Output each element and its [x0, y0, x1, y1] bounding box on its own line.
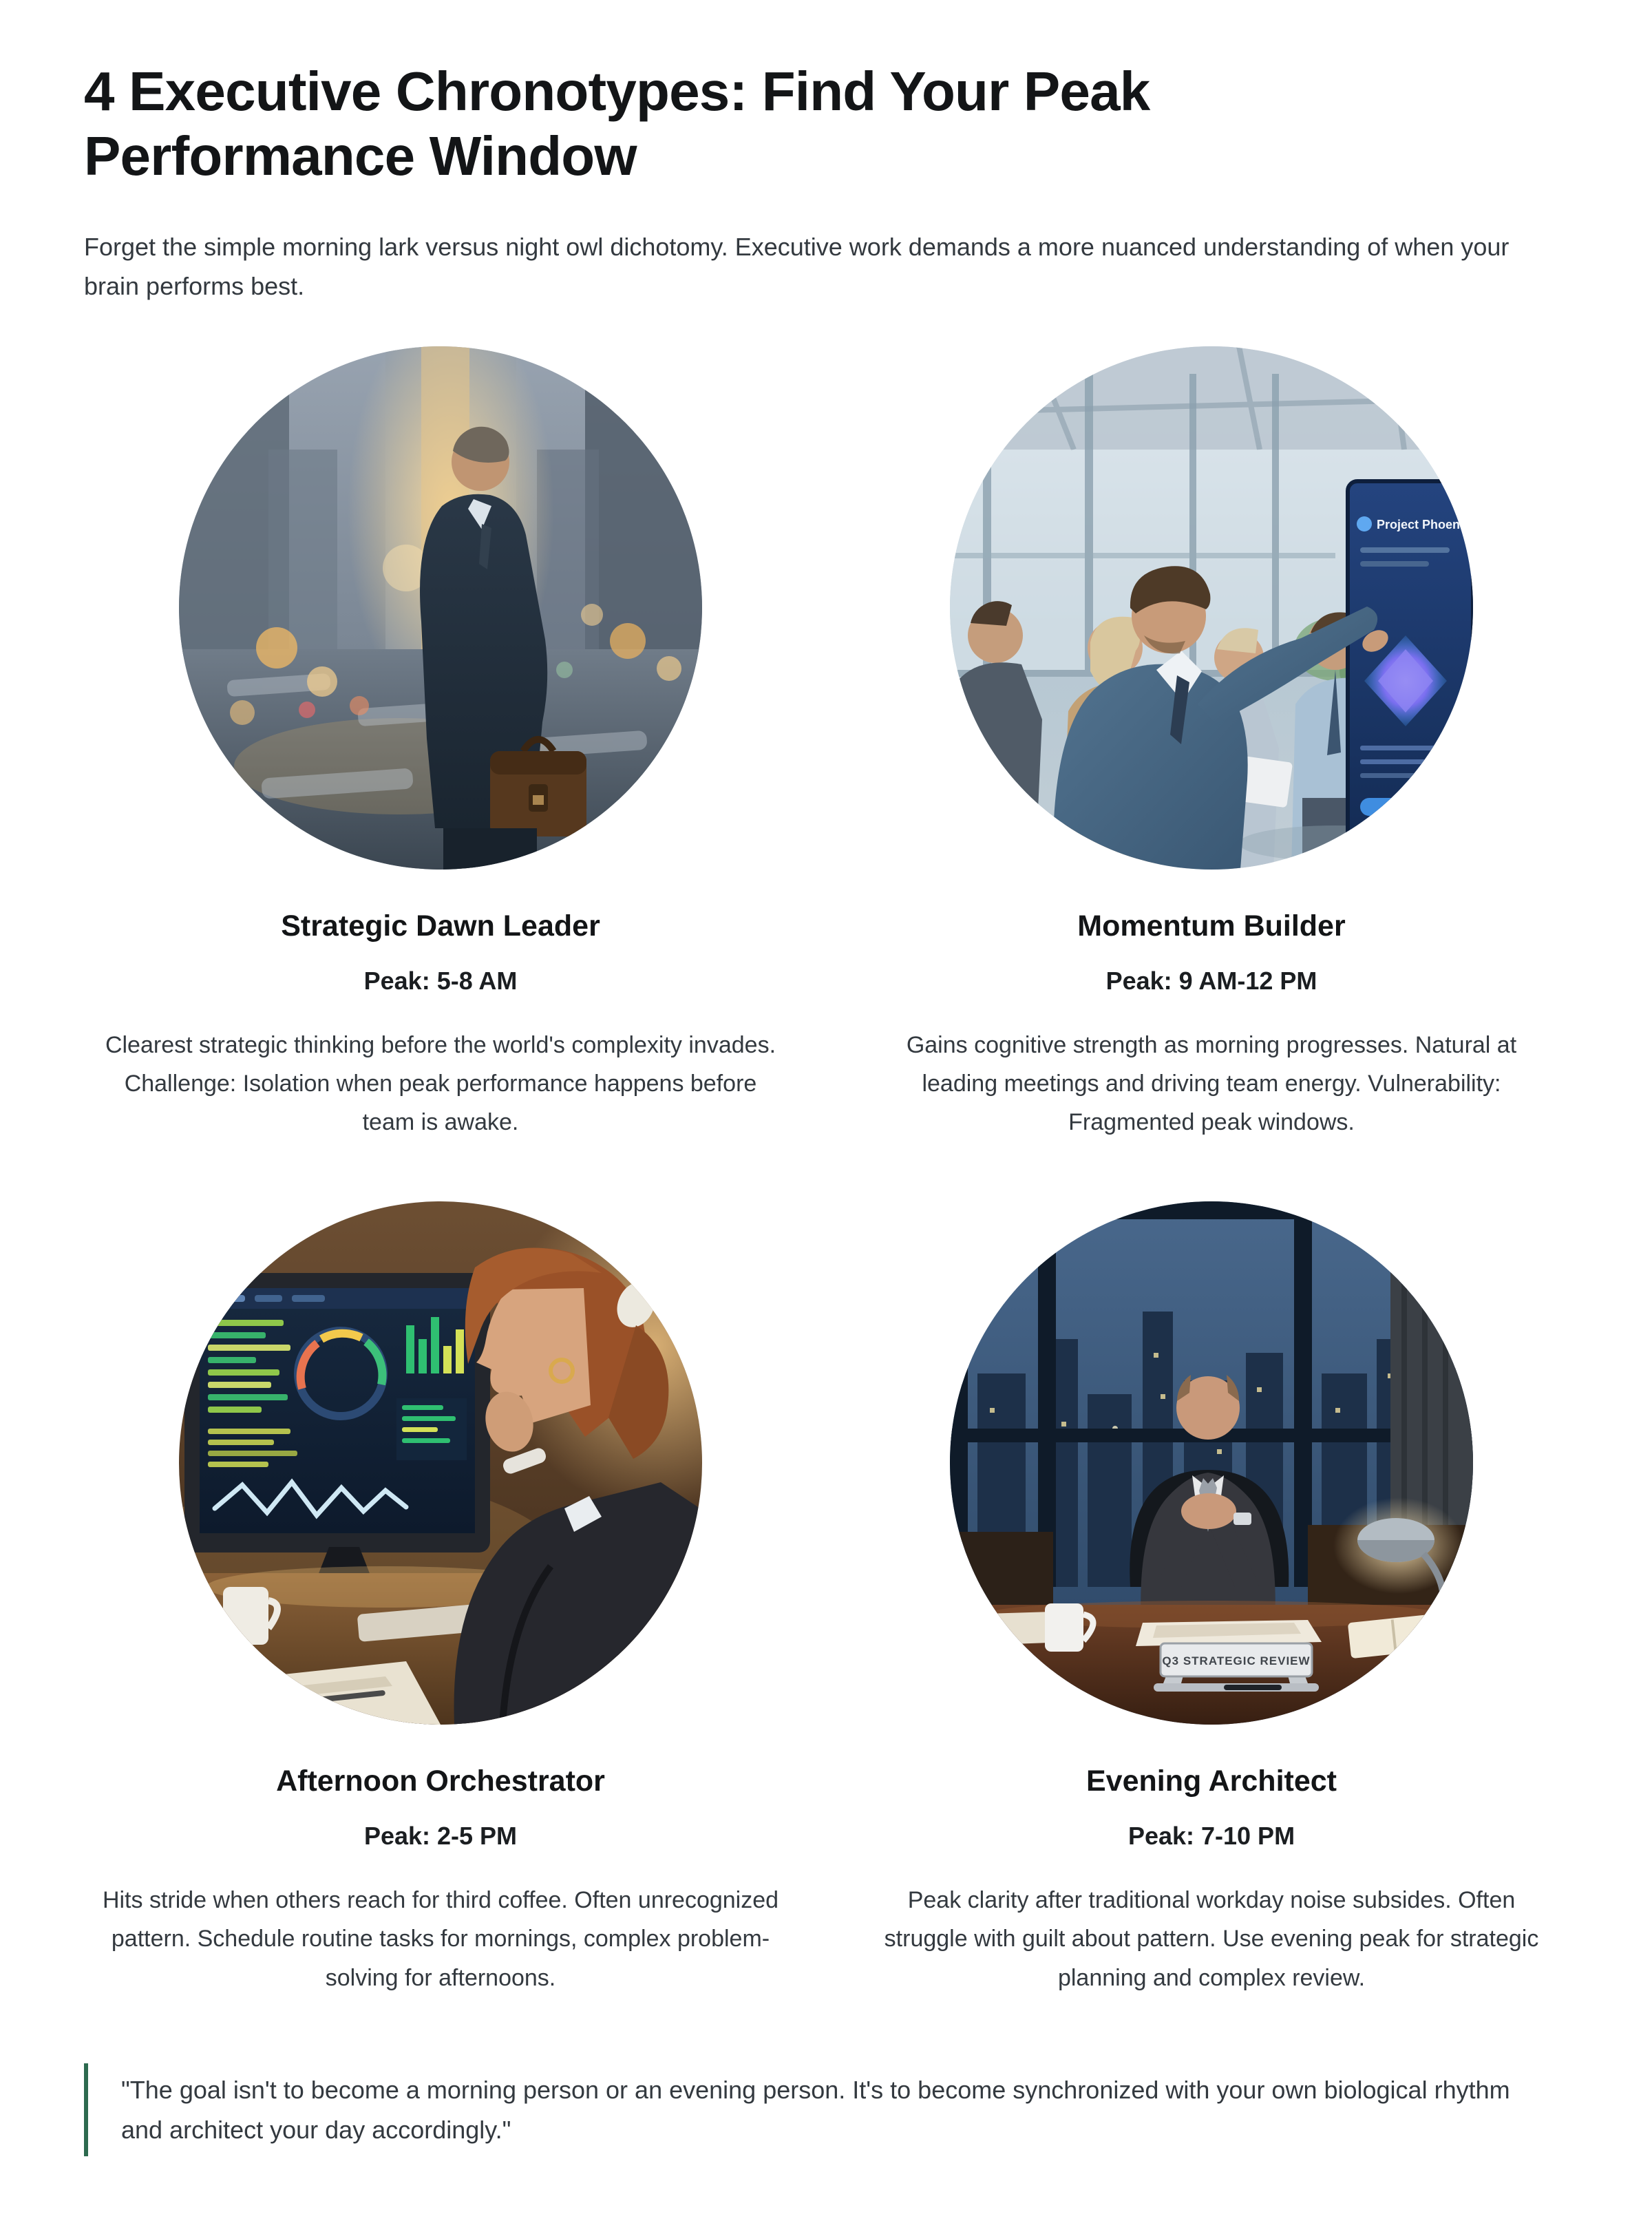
screen-title-text: Project Phoenix: [1377, 517, 1471, 531]
coffee-cup: [223, 1587, 268, 1645]
photo-executive-presenting: [950, 346, 1473, 870]
screen-logo-icon: [1357, 516, 1372, 531]
analyst-monitor-illustration: [179, 1201, 702, 1725]
pull-quote: [84, 2063, 1568, 2156]
photo-analyst-at-monitor: [179, 1201, 702, 1725]
chronotype-peak: Peak: 9 AM-12 PM: [1105, 966, 1317, 995]
chronotype-peak: Peak: 5-8 AM: [363, 966, 518, 995]
chronotype-description: Gains cognitive strength as morning progresses. Natural at leading meetings and driving team energy. Vulnerability: Fragmented peak windows.: [906, 1031, 1517, 1136]
dawn-street-illustration: [179, 346, 702, 870]
chronotype-card-afternoon-orchestrator: [84, 1201, 797, 1997]
wristwatch: [1233, 1513, 1251, 1525]
briefcase: [490, 739, 586, 836]
chronotype-description: Peak clarity after traditional workday noise subsides. Often struggle with guilt about pattern. Use evening peak for strategic planning and complex review.: [884, 1886, 1539, 1991]
chronotype-name: Afternoon Orchestrator: [276, 1764, 605, 1798]
office-presentation-illustration: [950, 346, 1473, 870]
chronotype-card-strategic-dawn-leader: [84, 346, 797, 1142]
chronotype-card-evening-architect: [855, 1201, 1568, 1997]
chronotype-card-momentum-builder: [855, 346, 1568, 1142]
presentation-screen: [1348, 481, 1473, 870]
coffee-mug: [1045, 1603, 1083, 1652]
screen-button: [1360, 798, 1410, 816]
chronotype-name: Strategic Dawn Leader: [281, 909, 600, 943]
pen: [1224, 1685, 1282, 1690]
chronotype-name: Momentum Builder: [1077, 909, 1346, 943]
photo-dawn-city-street: [179, 346, 702, 870]
photo-executive-night-office: [950, 1201, 1473, 1725]
page-title: 4 Executive Chronotypes: Find Your Peak Performance Window: [84, 61, 1150, 187]
chronotype-description: Hits stride when others reach for third coffee. Often unrecognized pattern. Schedule routine tasks for mornings, complex problem-solving for afternoons.: [102, 1886, 779, 1991]
chronotype-description: Clearest strategic thinking before the world's complexity invades. Challenge: Isolation when peak performance happens before team is awake.: [105, 1031, 776, 1136]
chronotype-name: Evening Architect: [1086, 1764, 1337, 1798]
pull-quote-text: "The goal isn't to become a morning person or an evening person. It's to become synchronized with your own biological rhythm and architect your day accordingly.": [121, 2076, 1510, 2144]
chronotype-peak: Peak: 2-5 PM: [363, 1821, 518, 1850]
chronotype-peak: Peak: 7-10 PM: [1127, 1821, 1295, 1850]
clasped-hands: [1181, 1493, 1236, 1529]
nameplate: [1154, 1643, 1319, 1692]
nameplate-text: Q3 STRATEGIC REVIEW: [1162, 1654, 1311, 1667]
night-office-illustration: [950, 1201, 1473, 1725]
data-dashboard-monitor: [184, 1273, 490, 1552]
chronotype-grid: [84, 346, 1568, 1998]
intro-paragraph: Forget the simple morning lark versus night owl dichotomy. Executive work demands a more nuanced understanding of when your brain performs best.: [84, 232, 1510, 300]
